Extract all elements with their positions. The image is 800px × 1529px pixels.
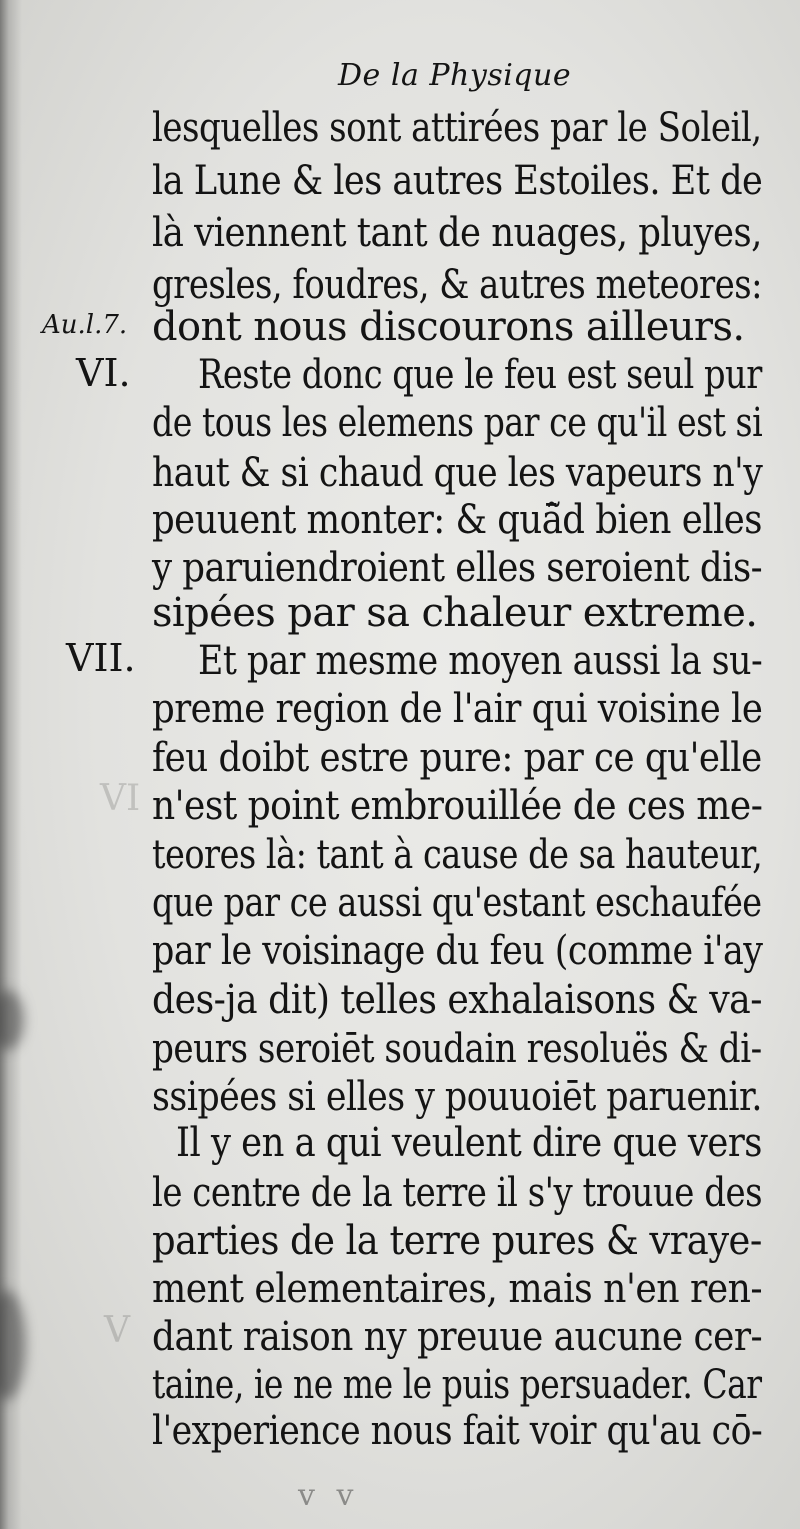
text-line: y paruiendroient elles seroient dis- — [152, 545, 763, 591]
text-line: peurs seroiēt soudain resoluës & di- — [152, 1026, 762, 1072]
section-number-vii: VII. — [66, 636, 136, 680]
text-line: haut & si chaud que les vapeurs n'y — [152, 450, 763, 496]
text-line: que par ce aussi qu'estant eschaufée — [152, 880, 762, 926]
text-line: peuuent monter: & quā̃d bien elles — [152, 497, 762, 543]
text-line: ment elementaires, mais n'en ren- — [152, 1266, 763, 1312]
text-line: Reste donc que le feu est seul pur — [198, 352, 762, 398]
text-line: gresles, foudres, & autres meteores: — [152, 262, 762, 308]
text-line: Et par mesme moyen aussi la su- — [198, 638, 763, 684]
show-through-mark: V — [104, 1310, 130, 1351]
text-line: dont nous discourons ailleurs. — [152, 304, 745, 350]
text-line: là viennent tant de nuages, pluyes, — [152, 210, 762, 256]
text-line: Il y en a qui veulent dire que vers — [176, 1120, 762, 1166]
text-line: de tous les elemens par ce qu'il est si — [152, 400, 763, 446]
text-line: des-ja dit) telles exhalaisons & va- — [152, 977, 762, 1023]
section-number-vi: VI. — [76, 351, 131, 395]
margin-reference: Au.l.7. — [42, 310, 128, 340]
text-line: preme region de l'air qui voisine le — [152, 686, 763, 732]
show-through-mark: VI — [100, 778, 141, 819]
text-line: le centre de la terre il s'y trouue des — [152, 1170, 763, 1216]
catchword: v v — [298, 1478, 360, 1513]
text-line: l'experience nous fait voir qu'au cō- — [152, 1408, 763, 1454]
text-line: sipées par sa chaleur extreme. — [152, 590, 758, 636]
text-line: la Lune & les autres Estoiles. Et de — [152, 158, 763, 204]
text-line: ssipées si elles y pouuoiēt paruenir. — [152, 1074, 762, 1120]
text-line: par le voisinage du feu (comme i'ay — [152, 928, 763, 974]
text-line: feu doibt estre pure: par ce qu'elle — [152, 735, 762, 781]
text-line: teores là: tant à cause de sa hauteur, — [152, 832, 763, 878]
text-line: n'est point embrouillée de ces me- — [152, 783, 763, 829]
running-head: De la Physique — [338, 58, 572, 93]
text-line: dant raison ny preuue aucune cer- — [152, 1314, 763, 1360]
text-line: lesquelles sont attirées par le Soleil, — [152, 105, 762, 151]
text-line: taine, ie ne me le puis persuader. Car — [152, 1362, 762, 1408]
text-line: parties de la terre pures & vraye- — [152, 1218, 762, 1264]
ink-stain — [0, 1290, 26, 1400]
